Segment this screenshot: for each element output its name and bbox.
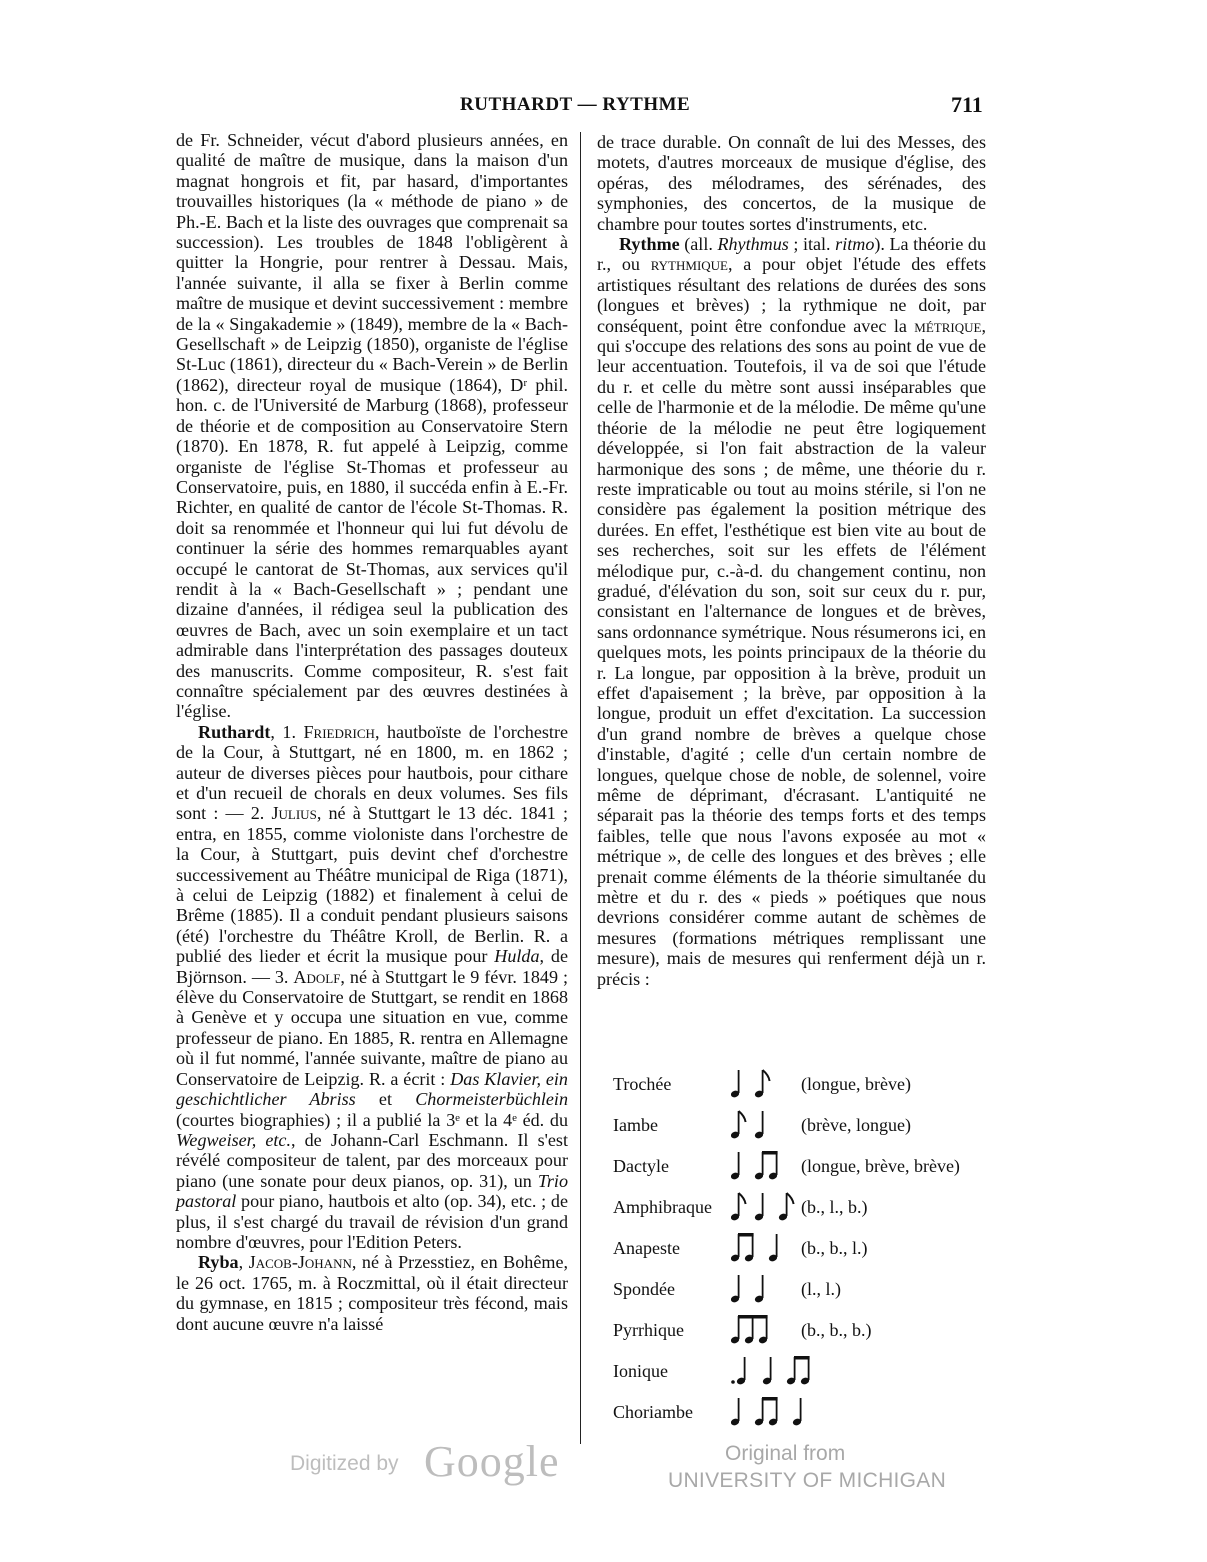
entry-text: , né à Stuttgart le 13 déc. 1841 ; entra, en 1855, comme violoniste dans l'orchestre de la Cour, à Stuttgart, puis devint chef d'orchestre successivement au Théâtre municipal de Riga (1871), à celui de Leipzig (1882) et finalement à celui de Brême (1885). Il a conduit pendant plusieurs saisons (été) l'orchestre du Théâtre Kroll, de Berlin. R. a publié des lieder et écrit la musique pour (176, 803, 569, 967)
right-column (597, 132, 986, 989)
page-header (0, 92, 1207, 126)
university-label: UNIVERSITY OF MICHIGAN (668, 1469, 947, 1492)
entry-ryba (176, 1252, 568, 1334)
headword-ryba: Ryba (198, 1252, 239, 1273)
term-metrique: métrique (914, 315, 982, 336)
entry-text: , de Björnson. — 3. (176, 946, 568, 987)
entry-text: , qui s'occupe des relations des sons au point de vue de leur accentuation. Toutefois, il va de soi que l'étude du r. et celle du mètre sont aussi inséparables que celle de l'harmonie et de la mélodie. De même qu'une théorie de la mélodie ne peut être logiquement développée, si l'on fait abstraction de la valeur harmonique des sons ; de même, une théorie du r. reste impraticable ou tout au moins stérile, si l'on ne considère pas également la position métrique des durées. En effet, l'esthétique est bien vite au bout de ses recherches, soit sur les effets de l'élément mélodique pur, c.-à-d. du changement continu, non gradué, d'élévation du son, soit sur ceux du r. pur, consistant en l'alternance de longues et de brèves, sans ordonnance symétrique. Nous résumerons ici, en quelques mots, les points principaux de la théorie du r. La longue, par opposition à la brève, produit un effet d'apaisement ; la brève, par opposition à la longue, produit un effet d'excitation. La succession d'un grand nombre de brèves a quelque chose d'instable, d'agité ; celle d'un certain nombre de longues, quelque chose de noble, de solennel, voire même de déprimant, d'écrasant. L'antiquité ne séparait pas la théorie des temps forts et des temps faibles, telle que nous l'avons exposée au mot « métrique », de celle des longues et des brèves ; elle prenait comme éléments de la théorie simultanée du mètre et du r. des « pieds » poétiques que nous devrions considérer comme autant de schèmes de mesures (formations métriques remplissant une mesure), mais de mesures qui renferment déjà un r. précis : (597, 315, 986, 989)
note-dot (731, 1380, 735, 1384)
work-title: Wegweiser, etc. (176, 1129, 291, 1150)
note-flag (739, 1111, 746, 1122)
headword-rythme: Rythme (619, 234, 680, 255)
entry-ruthardt (176, 722, 568, 1253)
entry-text: ). La théorie du r., ou (597, 234, 987, 275)
metric-feet-table (613, 1072, 1013, 1441)
meter-row (613, 1400, 1013, 1441)
meter-description: (longue, brève) (801, 1074, 911, 1094)
left-column (176, 130, 568, 1334)
meter-description: (b., l., b.) (801, 1197, 868, 1217)
person-name: Julius (271, 803, 317, 824)
german-term: Rhythmus (717, 234, 789, 255)
meter-name: Ionique (613, 1361, 668, 1381)
meter-description: (b., b., b.) (801, 1320, 872, 1340)
note-flag (763, 1070, 770, 1081)
entry-text: , a pour objet l'étude des effets artistiques résultant des relations de durées des sons (longues et brèves) ; la rythmique ne doit, par conséquent, point être confondue avec la (597, 254, 986, 336)
person-name: Adolf (293, 966, 341, 987)
meter-name: Amphibraque (613, 1197, 712, 1217)
meter-name: Pyrrhique (613, 1320, 684, 1340)
digitized-by-label: Digitized by (290, 1452, 399, 1475)
meter-description: (brève, longue) (801, 1115, 911, 1135)
note-beam (738, 1233, 754, 1237)
entry-text: et (355, 1089, 416, 1110)
left-paragraph-continued: de Fr. Schneider, vécut d'abord plusieurs années, en qualité de maître de musique, dans la maison d'un magnat hongrois et fit, par hasard, d'importantes trouvailles historiques (la « méthode de piano » de Ph.-E. Bach et la liste des ouvrages que comprenait sa succession). Les troubles de 1848 l'obligèrent à quitter la Hongrie, pour rentrer à Dessau. Mais, l'année suivante, il alla se fixer à Berlin comme maître de musique et devint successivement : membre de la « Singakademie » (1849), membre de la « Bach-Gesellschaft » de Leipzig (1850), organiste de l'église St-Luc (1861), directeur du « Bach-Verein » de Berlin (1862), directeur royal de musique (1864), Dʳ phil. hon. c. de l'Université de Marburg (1868), professeur de théorie et de composition au Conservatoire Stern (1870). En 1878, R. fut appelé à Leipzig, comme organiste de l'église St-Thomas et professeur au Conservatoire, puis, en 1880, il succéda enfin à E.-Fr. Richter, en qualité de cantor de l'école St-Thomas. R. doit sa renommée et l'honneur qui lui fut dévolu de continuer la série des hommes remarquables ayant occupé le cantorat de St-Thomas, aux services qu'il rendit à la « Bach-Gesellschaft » ; pendant une dizaine d'années, il rédigea seul la publication des œuvres de Bach, avec un soin exemplaire et un tact admirable dans l'interprétation des passages douteux des manuscrits. Comme compositeur, R. s'est fait connaître spécialement par des œuvres destinées à l'église. (176, 130, 568, 722)
meter-name: Anapeste (613, 1238, 680, 1258)
person-name: Friedrich (303, 721, 375, 742)
meter-name: Spondée (613, 1279, 675, 1299)
entry-text: , (238, 1252, 249, 1273)
original-from-label: Original from (725, 1442, 846, 1465)
work-title: Hulda (494, 946, 540, 967)
page-footer (0, 1437, 1207, 1522)
entry-text: , de Johann-Carl Eschmann. Il s'est révélé compositeur de talent, par des morceaux pour piano (une sonate pour deux pianos, op. 31), un (176, 1129, 568, 1191)
entry-rythme (597, 234, 986, 989)
note-beam (794, 1356, 810, 1360)
right-paragraph-continued: de trace durable. On connaît de lui des Messes, des motets, d'autres morceaux de musique d'église, des opéras, des mélodrames, des sérénades, des symphonies, des concertos, de la musique de chambre pour toutes sortes d'instruments, etc. (597, 132, 986, 234)
work-title: Chormeisterbüchlein (415, 1089, 569, 1110)
meter-name: Trochée (613, 1074, 672, 1094)
work-title: Das Klavier, ein geschichtlicher Abriss (176, 1068, 568, 1110)
person-name: Jacob-Johann (248, 1252, 352, 1273)
rhythm-notes-icon (731, 1351, 841, 1385)
google-logo: Google (424, 1437, 560, 1486)
rhythm-notes-icon (731, 1392, 841, 1426)
entry-text: ; ital. (788, 234, 836, 255)
term-rythmique: rythmique (650, 254, 728, 275)
entry-text: (all. (679, 234, 718, 255)
page-number: 711 (951, 92, 983, 117)
meter-description: (longue, brève, brève) (801, 1156, 960, 1176)
entry-text: pour piano, hautbois et alto (op. 34), etc. ; de plus, il s'est chargé du travail de révision d'un grand nombre d'œuvres, pour l'Edition Peters. (176, 1191, 568, 1252)
italian-term: ritmo (835, 234, 875, 255)
entry-text: , né à Stuttgart le 9 févr. 1849 ; élève du Conservatoire de Stuttgart, se rendit en 1868 à Genève et y occupa une situation en vue, comme professeur de piano. En 1885, R. rentra en Allemagne où il fut nommé, l'année suivante, maître de piano au Conservatoire de Leipzig. R. a écrit : (176, 966, 568, 1089)
work-title: Trio pastoral (176, 1170, 568, 1212)
running-head: RUTHARDT — RYTHME (460, 94, 691, 115)
note-beam (738, 1315, 768, 1319)
meter-name: Dactyle (613, 1156, 669, 1176)
entry-text: , 1. (270, 721, 304, 742)
headword-ruthardt: Ruthardt (198, 721, 271, 742)
entry-text: , hautboïste de l'orchestre de la Cour, à Stuttgart, né en 1800, m. en 1862 ; auteur de diverses pièces pour hautbois, pour cithare et d'un recueil de chorals en deux volumes. Ses fils sont : — 2. (176, 721, 568, 824)
entry-text: (courtes biographies) ; il a publié la 3ᵉ et la 4ᵉ éd. du (176, 1109, 568, 1130)
note-flag (739, 1193, 746, 1204)
note-flag (787, 1193, 794, 1204)
note-beam (762, 1397, 778, 1401)
meter-name: Iambe (613, 1115, 658, 1135)
meter-description: (b., b., l.) (801, 1238, 868, 1258)
meter-description: (l., l.) (801, 1279, 841, 1299)
note-beam (762, 1151, 778, 1155)
entry-text: , né à Przesstiez, en Bohême, le 26 oct. 1765, m. à Roczmittal, où il était directeur du gymnase, en 1815 ; compositeur très fécond, mais dont aucune œuvre n'a laissé (176, 1252, 568, 1334)
meter-name: Choriambe (613, 1402, 693, 1422)
column-divider (580, 132, 581, 1444)
